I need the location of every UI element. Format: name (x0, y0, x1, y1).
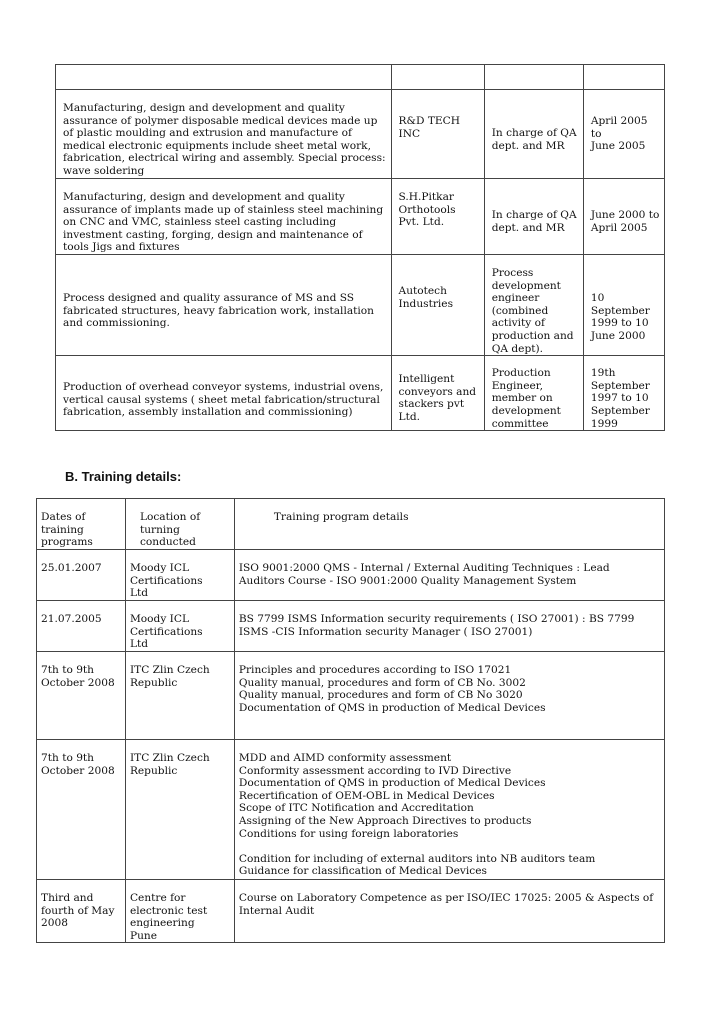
training-row (37, 550, 665, 601)
company-name: R&D TECH INC (391, 90, 484, 179)
training-row (37, 880, 665, 943)
training-details-heading: B. Training details: (65, 469, 182, 484)
job-role: In charge of QA dept. and MR (484, 90, 583, 179)
training-details: Course on Laboratory Competence as per ISO/IEC 17025: 2005 & Aspects of Internal Audit (234, 880, 664, 943)
header-details: Training program details (234, 499, 664, 550)
training-location: Centre for electronic test engineering Pune (125, 880, 234, 943)
job-period: April 2005 to June 2005 (583, 90, 664, 179)
training-table (36, 498, 665, 943)
training-dates: 21.07.2005 (37, 601, 126, 652)
job-description: Production of overhead conveyor systems, industrial ovens, vertical causal systems ( sheet metal fabrication/structural fabrication, assembly installation and commissioning) (56, 356, 392, 431)
training-row (37, 652, 665, 740)
job-period: 19th September 1997 to 10 September 1999 (583, 356, 664, 431)
job-period: June 2000 to April 2005 (583, 179, 664, 255)
experience-row (56, 356, 665, 431)
job-description: Process designed and quality assurance of MS and SS fabricated structures, heavy fabrication work, installation and commissioning. (56, 255, 392, 356)
training-location: ITC Zlin Czech Republic (125, 652, 234, 740)
experience-row (56, 179, 665, 255)
training-dates: 7th to 9th October 2008 (37, 740, 126, 880)
header-location: Location of turning conducted (125, 499, 234, 550)
experience-row (56, 90, 665, 179)
training-dates: 25.01.2007 (37, 550, 126, 601)
empty-header-cell (484, 65, 583, 90)
job-description: Manufacturing, design and development and quality assurance of implants made up of stainless steel machining on CNC and VMC, stainless steel casting including investment casting, forging, design and maintenance of tools Jigs and fixtures (56, 179, 392, 255)
training-location: Moody ICL Certifications Ltd (125, 601, 234, 652)
training-location: ITC Zlin Czech Republic (125, 740, 234, 880)
training-dates: Third and fourth of May 2008 (37, 880, 126, 943)
company-name: S.H.Pitkar Orthotools Pvt. Ltd. (391, 179, 484, 255)
empty-header-cell (583, 65, 664, 90)
training-dates: 7th to 9th October 2008 (37, 652, 126, 740)
training-details: MDD and AIMD conformity assessment Conformity assessment according to IVD Directive Documentation of QMS in production of Medical Devices Recertification of OEM-OBL in Medical Devices Scope of ITC Notification and Accreditation Assigning of the New Approach Directives to products Conditions for using foreign laboratories Condition for including of external auditors into NB auditors team Guidance for classification of Medical Devices (234, 740, 664, 880)
training-row (37, 601, 665, 652)
job-period: 10 September 1999 to 10 June 2000 (583, 255, 664, 356)
job-description: Manufacturing, design and development and quality assurance of polymer disposable medical devices made up of plastic moulding and extrusion and manufacture of medical electronic equipments include sheet metal work, fabrication, electrical wiring and assembly. Special process: wave soldering (56, 90, 392, 179)
experience-row (56, 255, 665, 356)
experience-header-row (56, 65, 665, 90)
job-role: In charge of QA dept. and MR (484, 179, 583, 255)
job-role: Process development engineer (combined activity of production and QA dept). (484, 255, 583, 356)
training-location: Moody ICL Certifications Ltd (125, 550, 234, 601)
training-details: BS 7799 ISMS Information security requirements ( ISO 27001) : BS 7799 ISMS -CIS Information security Manager ( ISO 27001) (234, 601, 664, 652)
company-name: Autotech Industries (391, 255, 484, 356)
company-name: Intelligent conveyors and stackers pvt Ltd. (391, 356, 484, 431)
empty-header-cell (391, 65, 484, 90)
training-row (37, 740, 665, 880)
training-details: Principles and procedures according to ISO 17021 Quality manual, procedures and form of CB No. 3002 Quality manual, procedures and form of CB No 3020 Documentation of QMS in production of Medical Devices (234, 652, 664, 740)
training-header-row (37, 499, 665, 550)
header-dates: Dates of training programs (37, 499, 126, 550)
job-role: Production Engineer, member on development committee (484, 356, 583, 431)
training-details: ISO 9001:2000 QMS - Internal / External Auditing Techniques : Lead Auditors Course - ISO 9001:2000 Quality Management System (234, 550, 664, 601)
empty-header-cell (56, 65, 392, 90)
experience-table (55, 64, 665, 431)
